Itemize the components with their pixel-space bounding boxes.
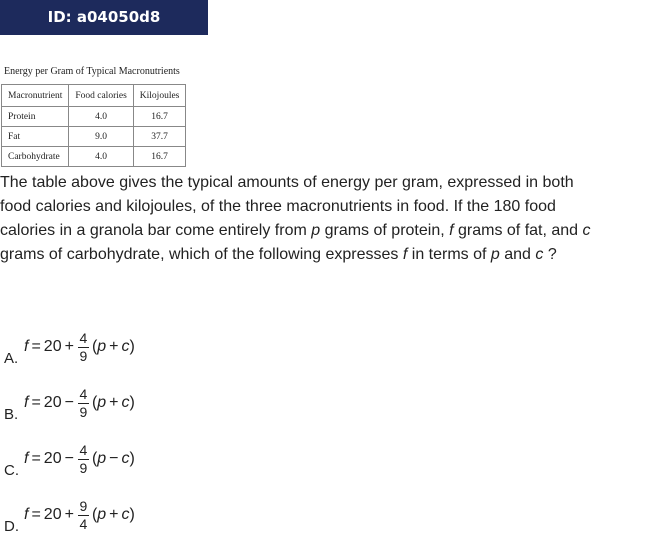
- fraction: $\frac{9}{4}$: [79, 497, 88, 532]
- header-macronutrient: Macronutrient: [2, 85, 69, 107]
- nutrient-table: [1, 84, 186, 167]
- cell-food-calories: 4.0: [69, 147, 133, 167]
- fraction: $\frac{4}{9}$: [79, 385, 88, 420]
- table-caption: Energy per Gram of Typical Macronutrients: [4, 66, 180, 77]
- cell-kilojoules: 37.7: [133, 127, 186, 147]
- choice-a[interactable]: [0, 327, 260, 367]
- choice-b[interactable]: [0, 383, 260, 423]
- table-row: [2, 147, 186, 167]
- header-kilojoules: Kilojoules: [133, 85, 186, 107]
- choice-letter: A.: [4, 350, 19, 367]
- choice-d[interactable]: [0, 495, 260, 535]
- id-banner: [0, 0, 208, 35]
- choice-letter: B.: [4, 406, 19, 423]
- fraction: $\frac{4}{9}$: [79, 329, 88, 364]
- nutrient-table-block: [0, 62, 186, 167]
- fraction: $\frac{4}{9}$: [79, 441, 88, 476]
- table-header-row: [2, 85, 186, 107]
- choice-letter: D.: [4, 518, 19, 535]
- table-row: [2, 107, 186, 127]
- header-food-calories: Food calories: [69, 85, 133, 107]
- table-row: [2, 127, 186, 147]
- choice-formula: f = 20 − $\frac{4}{9}$ ( p + c ): [24, 385, 135, 420]
- cell-food-calories: 9.0: [69, 127, 133, 147]
- cell-kilojoules: 16.7: [133, 107, 186, 127]
- choice-formula: f = 20 + $\frac{9}{4}$ ( p + c ): [24, 497, 135, 532]
- cell-name: Fat: [2, 127, 69, 147]
- cell-food-calories: 4.0: [69, 107, 133, 127]
- choice-c[interactable]: [0, 439, 260, 479]
- cell-kilojoules: 16.7: [133, 147, 186, 167]
- id-label: ID: a04050d8: [47, 8, 161, 26]
- cell-name: Protein: [2, 107, 69, 127]
- choice-formula: f = 20 + $\frac{4}{9}$ ( p + c ): [24, 329, 135, 364]
- choice-letter: C.: [4, 462, 19, 479]
- question-text: The table above gives the typical amounts of energy per gram, expressed in both food calories and kilojoules, of the three macronutrients in food. If the 180 food calories in a granola bar come entirely from p grams of protein, f grams of fat, and c grams of carbohydrate, which of the following expresses f in terms of p and c ?: [0, 174, 591, 263]
- choice-formula: f = 20 − $\frac{4}{9}$ ( p − c ): [24, 441, 135, 476]
- cell-name: Carbohydrate: [2, 147, 69, 167]
